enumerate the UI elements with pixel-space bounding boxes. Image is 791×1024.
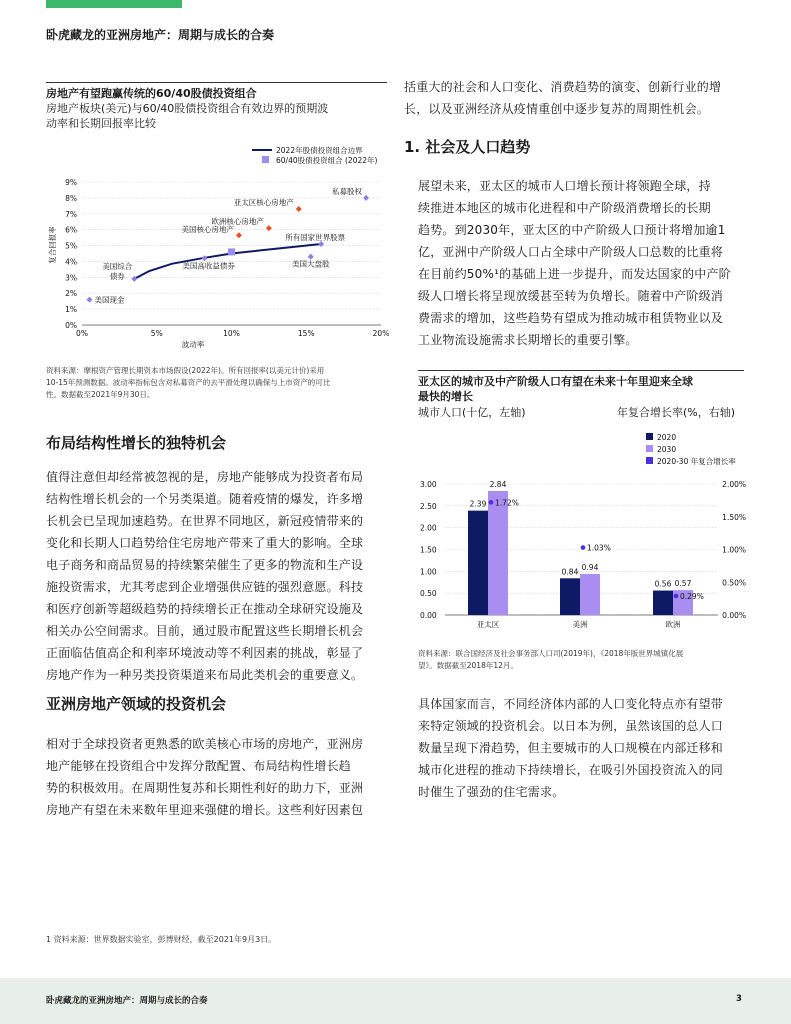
bar-value-label: 0.57 (674, 579, 692, 589)
bar-category-label: 欧洲 (665, 620, 681, 629)
bar-category-label: 美洲 (572, 620, 588, 629)
body-line: 括重大的社会和人口变化、消费趋势的演变、创新行业的增 (404, 80, 722, 94)
scatter-y-tick-label: 3% (65, 273, 77, 283)
figure1-title: 房地产有望跑赢传统的60/40股债投资组合 (46, 87, 257, 100)
body-line: 电子商务和商品贸易的持续繁荣催生了更多的物流和生产设 (46, 558, 364, 572)
asset-class-point (296, 206, 302, 212)
body-line: 相关办公空间需求。目前，通过股市配置这些长期增长机会 (46, 624, 364, 638)
figure2-left-axis-label: 城市人口(十亿，左轴) (418, 406, 526, 419)
point-label: 私募股权 (332, 186, 363, 196)
bar-y-tick-label: 0.00 (420, 611, 437, 620)
body-line: 和医疗创新等超级趋势的持续增长正在推动全球研究设施及 (46, 602, 364, 616)
bar-category-label: 亚太区 (476, 620, 500, 629)
body-line: 房地产作为一种另类投资渠道来布局此类机会的重要意义。 (46, 668, 364, 682)
legend-2030-swatch (646, 445, 653, 452)
cagr-value-label: 1.72% (495, 498, 519, 508)
scatter-y-tick-label: 4% (65, 257, 77, 267)
body-line: 势的积极效用。在周期性复苏和长期性利好的助力下，亚洲 (46, 781, 364, 795)
asset-class-point (86, 297, 92, 303)
body-line: 长机会已呈现加速趋势。在世界不同地区，新冠疫情带来的 (46, 514, 364, 528)
bar-y-tick-label: 0.50 (420, 589, 437, 599)
body-line: 在目前约50%¹的基础上进一步提升，而发达国家的中产阶 (418, 267, 731, 281)
figure1-subtitle-line-1: 房地产板块(美元)与60/40股债投资组合有效边界的预期波 (46, 102, 329, 115)
figure1-source-line-1: 资料来源：摩根资产管理长期资本市场假设(2022年)。所有回报率(以美元计价)采用 (46, 366, 325, 375)
figure2-source-line-2: 望》。数据截至2018年12月。 (418, 661, 518, 670)
section-heading-social-demographic: 1. 社会及人口趋势 (404, 138, 531, 156)
cagr-marker (489, 500, 494, 505)
scatter-y-tick-label: 9% (65, 178, 77, 187)
accent-bar (46, 0, 182, 8)
bar-y2-tick-label: 0.00% (722, 611, 746, 620)
bar-y2-tick-label: 0.50% (722, 578, 746, 588)
scatter-x-tick-label: 0% (76, 329, 88, 338)
section-body-structural-growth (46, 466, 387, 686)
bar-y-tick-label: 3.00 (420, 480, 437, 489)
section-body-asia-opportunity (46, 733, 387, 821)
scatter-y-tick-label: 6% (65, 225, 77, 235)
bar-2020 (468, 511, 488, 615)
bar-y2-tick-label: 1.00% (722, 545, 746, 555)
body-line: 相对于全球投资者更熟悉的欧美核心市场的房地产，亚洲房 (46, 737, 364, 751)
body-line: 展望未来，亚太区的城市人口增长预计将领跑全球，持 (418, 179, 711, 193)
legend-2030-label: 2030 (657, 445, 677, 454)
right-column-continuation (404, 76, 744, 120)
figure2-title-line-1: 亚太区的城市及中产阶级人口有望在未来十年里迎来全球 (418, 375, 693, 388)
figure2-title-line-2: 最快的增长 (418, 390, 473, 403)
scatter-x-axis-label: 波动率 (181, 340, 205, 349)
body-line: 亿，亚洲中产阶级人口占全球中产阶级人口总数的比重将 (418, 245, 724, 259)
asset-class-point (236, 232, 242, 238)
legend-2020-swatch (646, 433, 653, 440)
footnote: 1 资料来源：世界数据实验室，彭博财经，截至2021年9月3日。 (46, 935, 277, 944)
bar-y2-tick-label: 1.50% (722, 512, 746, 522)
scatter-x-tick-label: 10% (223, 329, 240, 338)
body-line: 级人口增长将呈现放缓甚至转为负增长。随着中产阶级消 (418, 289, 724, 303)
figure1-subtitle-line-2: 动率和长期回报率比较 (46, 117, 156, 130)
bar-y-tick-label: 2.50 (420, 501, 437, 511)
body-line: 工业物流设施需求长期增长的重要引擎。 (418, 333, 638, 347)
body-line: 结构性增长机会的一个另类渠道。随着疫情的爆发，许多增 (46, 492, 364, 506)
scatter-x-tick-label: 15% (297, 329, 315, 338)
footer-title: 卧虎藏龙的亚洲房地产：周期与成长的合奏 (46, 996, 208, 1006)
scatter-x-tick-label: 20% (372, 329, 390, 338)
legend-cagr-swatch (646, 457, 653, 464)
body-line: 施投资需求，尤其考虑到企业增强供应链的强烈意愿。科技 (46, 580, 364, 594)
scatter-y-tick-label: 5% (65, 241, 77, 251)
legend-cagr-label: 2020-30 年复合增长率 (657, 457, 736, 466)
bar-value-label: 0.56 (654, 579, 672, 589)
bar-value-label: 2.84 (489, 479, 507, 489)
figure1-source-line-2: 10-15年预测数据。波动率指标包含对私募资产的去平滑处理以确保与上市资产的可比 (46, 378, 331, 387)
body-line: 时催生了强劲的住宅需求。 (418, 785, 565, 799)
portfolio-6040-marker (228, 248, 235, 255)
urban-population-bar-chart (418, 428, 748, 633)
point-label: 债券 (109, 271, 125, 281)
cagr-marker (581, 545, 586, 550)
bar-2020 (653, 591, 673, 615)
bar-value-label: 0.84 (561, 567, 579, 577)
legend-portfolio-label: 60/40股债投资组合 (2022年) (276, 156, 378, 165)
volatility-return-scatter-chart (46, 135, 391, 355)
body-line: 城市化进程的推动下持续增长，在吸引外国投资流入的同 (418, 763, 724, 777)
figure2-top-rule (418, 370, 744, 371)
point-label: 所有国家世界股票 (285, 232, 346, 242)
body-line: 值得注意但却经常被忽视的是，房地产能够成为投资者布局 (46, 470, 364, 484)
cagr-marker (674, 594, 679, 599)
bar-y-tick-label: 1.50 (420, 545, 437, 555)
cagr-value-label: 0.29% (680, 592, 704, 602)
legend-frontier-label: 2022年股债投资组合边界 (276, 146, 363, 155)
body-line: 正面临估值高企和利率环境波动等不利因素的挑战，彰显了 (46, 646, 364, 660)
bar-y-tick-label: 2.00 (420, 523, 437, 533)
body-line: 房地产有望在未来数年里迎来强健的增长。这些利好因素包 (46, 803, 364, 817)
bar-2030 (580, 574, 600, 615)
bar-value-label: 2.39 (469, 499, 487, 509)
point-label: 欧洲核心房地产 (211, 217, 264, 227)
scatter-y-tick-label: 8% (65, 193, 77, 203)
cagr-value-label: 1.03% (587, 543, 611, 553)
asset-class-point (266, 225, 272, 231)
body-line: 变化和长期人口趋势给住宅房地产带来了重大的影响。全球 (46, 536, 364, 550)
body-line: 数量呈现下滑趋势，但主要城市的人口规模在内部迁移和 (418, 741, 724, 755)
legend-2020-label: 2020 (657, 433, 677, 442)
body-line: 地产能够在投资组合中发挥分散配置、布局结构性增长趋 (46, 759, 352, 773)
section-body-social-demographic (418, 175, 744, 351)
scatter-x-tick-label: 5% (150, 329, 163, 338)
scatter-y-tick-label: 2% (65, 289, 77, 299)
legend-portfolio-swatch (262, 156, 269, 163)
section-body-country-specific (418, 693, 744, 803)
body-line: 费需求的增加，这些趋势有望成为推动城市租赁物业以及 (418, 311, 724, 325)
bar-2030 (488, 491, 508, 615)
point-label: 美国高收益债券 (182, 261, 235, 271)
body-line: 来特定领域的投资机会。以日本为例，虽然该国的总人口 (418, 719, 724, 733)
figure2-right-axis-label: 年复合增长率(%，右轴) (617, 406, 736, 419)
page-title: 卧虎藏龙的亚洲房地产：周期与成长的合奏 (46, 28, 275, 42)
body-line: 长，以及亚洲经济从疫情重创中逐步复苏的周期性机会。 (404, 102, 710, 116)
section-heading-asia-opportunity: 亚洲房地产领域的投资机会 (46, 695, 227, 713)
bar-2020 (560, 578, 580, 615)
scatter-y-tick-label: 1% (65, 305, 77, 315)
bar-value-label: 0.94 (581, 562, 599, 572)
point-label: 美国核心房地产 (181, 225, 234, 235)
asset-class-point (363, 195, 369, 201)
figure1-top-rule (46, 82, 387, 83)
figure1-source-line-3: 性。数据截至2021年9月30日。 (46, 390, 155, 399)
figure2-source-line-1: 资料来源：联合国经济及社会事务部人口司(2019年)，《2018年版世界城镇化展 (418, 649, 684, 658)
section-heading-structural-growth: 布局结构性增长的独特机会 (46, 434, 227, 452)
point-label: 美国现金 (94, 295, 125, 305)
point-label: 美国综合 (102, 261, 133, 271)
point-label: 亚太区核心房地产 (233, 198, 294, 208)
body-line: 具体国家而言，不同经济体内部的人口变化特点亦有望带 (418, 697, 724, 711)
bar-y2-tick-label: 2.00% (722, 480, 746, 489)
point-label: 美国大盘股 (291, 259, 330, 269)
scatter-y-tick-label: 7% (65, 209, 77, 219)
body-line: 趋势。到2030年，亚太区的中产阶级人口预计将增加逾1 (418, 223, 726, 237)
page-number: 3 (736, 994, 742, 1004)
scatter-y-axis-label: 复合回报率 (48, 226, 57, 264)
scatter-y-tick-label: 0% (65, 321, 77, 330)
bar-y-tick-label: 1.00 (420, 567, 437, 577)
body-line: 续推进本地区的城市化进程和中产阶级消费增长的长期 (418, 201, 711, 215)
